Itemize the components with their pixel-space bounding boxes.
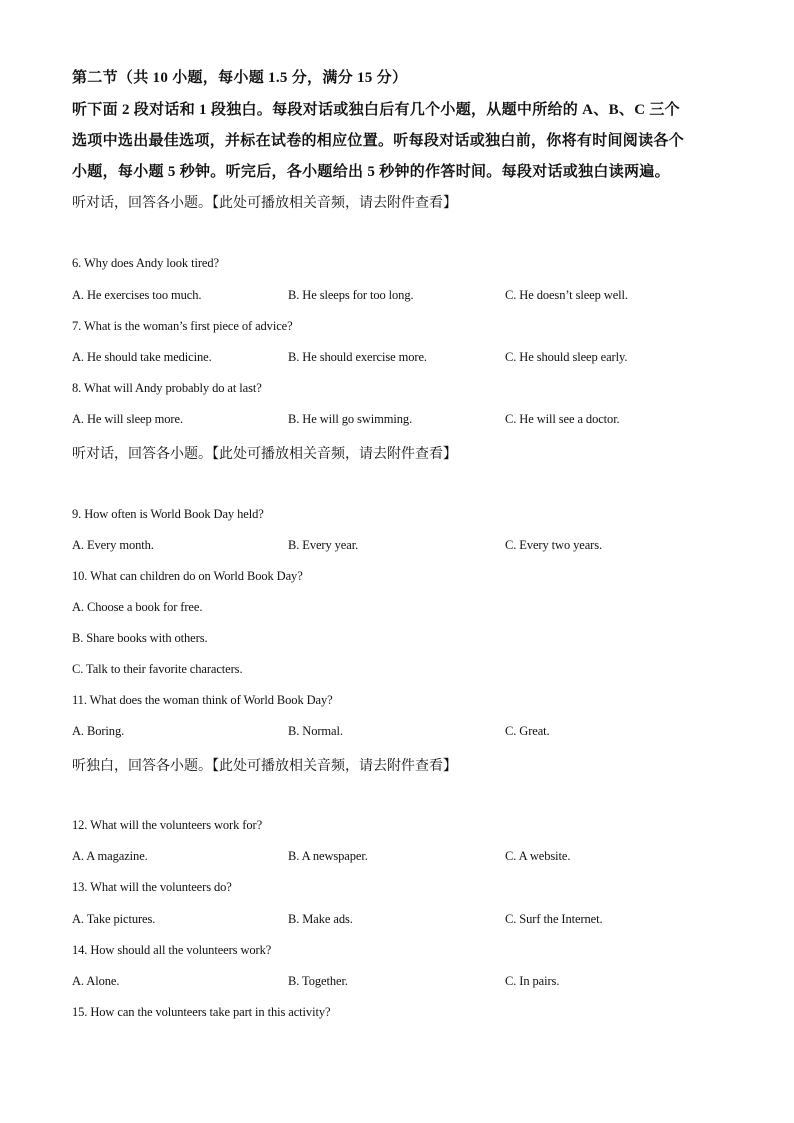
question-12-stem: 12. What will the volunteers work for? (72, 818, 263, 832)
question-14-option-c: C. In pairs. (505, 974, 560, 988)
question-10-stem: 10. What can children do on World Book Day? (72, 569, 303, 583)
question-14-option-a: A. Alone. (72, 974, 120, 988)
question-11-option-b: B. Normal. (288, 724, 343, 738)
question-10-option-b: B. Share books with others. (72, 631, 208, 645)
question-14-stem: 14. How should all the volunteers work? (72, 943, 272, 957)
listening-note-dialogue-1: 听对话，回答各小题。【此处可播放相关音频，请去附件查看】 (72, 196, 457, 211)
question-12-option-c: C. A website. (505, 849, 571, 863)
listening-note-dialogue-2: 听对话，回答各小题。【此处可播放相关音频，请去附件查看】 (72, 447, 457, 462)
question-6-option-a: A. He exercises too much. (72, 288, 202, 302)
instruction-line-2: 选项中选出最佳选项，并标在试卷的相应位置。听每段对话或独白前，你将有时间阅读各个 (72, 133, 685, 149)
instruction-line-1: 听下面 2 段对话和 1 段独白。每段对话或独白后有几个小题，从题中所给的 A、B、C 三个 (72, 102, 680, 118)
section-title: 第二节（共 10 小题，每小题 1.5 分，满分 15 分） (72, 70, 408, 86)
question-7-stem: 7. What is the woman’s first piece of advice? (72, 319, 293, 333)
question-8-stem: 8. What will Andy probably do at last? (72, 381, 262, 395)
question-9-option-c: C. Every two years. (505, 538, 603, 552)
question-10-option-a: A. Choose a book for free. (72, 600, 203, 614)
question-14-option-b: B. Together. (288, 974, 348, 988)
question-13-stem: 13. What will the volunteers do? (72, 880, 232, 894)
question-12-option-a: A. A magazine. (72, 849, 148, 863)
question-10-option-c: C. Talk to their favorite characters. (72, 662, 243, 676)
question-9-stem: 9. How often is World Book Day held? (72, 507, 264, 521)
question-6-option-c: C. He doesn’t sleep well. (505, 288, 628, 302)
question-9-option-a: A. Every month. (72, 538, 154, 552)
question-11-stem: 11. What does the woman think of World Book Day? (72, 693, 333, 707)
question-8-option-a: A. He will sleep more. (72, 412, 183, 426)
question-8-option-b: B. He will go swimming. (288, 412, 413, 426)
question-13-option-c: C. Surf the Internet. (505, 912, 603, 926)
question-7-option-b: B. He should exercise more. (288, 350, 427, 364)
question-6-option-b: B. He sleeps for too long. (288, 288, 414, 302)
question-9-option-b: B. Every year. (288, 538, 359, 552)
question-7-option-c: C. He should sleep early. (505, 350, 628, 364)
question-11-option-c: C. Great. (505, 724, 550, 738)
question-13-option-a: A. Take pictures. (72, 912, 156, 926)
question-7-option-a: A. He should take medicine. (72, 350, 212, 364)
question-8-option-c: C. He will see a doctor. (505, 412, 620, 426)
instruction-line-3: 小题，每小题 5 秒钟。听完后，各小题给出 5 秒钟的作答时间。每段对话或独白读两遍。 (72, 164, 670, 180)
listening-note-monologue: 听独白，回答各小题。【此处可播放相关音频，请去附件查看】 (72, 759, 457, 774)
question-11-option-a: A. Boring. (72, 724, 125, 738)
question-6-stem: 6. Why does Andy look tired? (72, 256, 219, 270)
question-13-option-b: B. Make ads. (288, 912, 353, 926)
question-12-option-b: B. A newspaper. (288, 849, 368, 863)
question-15-stem: 15. How can the volunteers take part in this activity? (72, 1005, 331, 1019)
